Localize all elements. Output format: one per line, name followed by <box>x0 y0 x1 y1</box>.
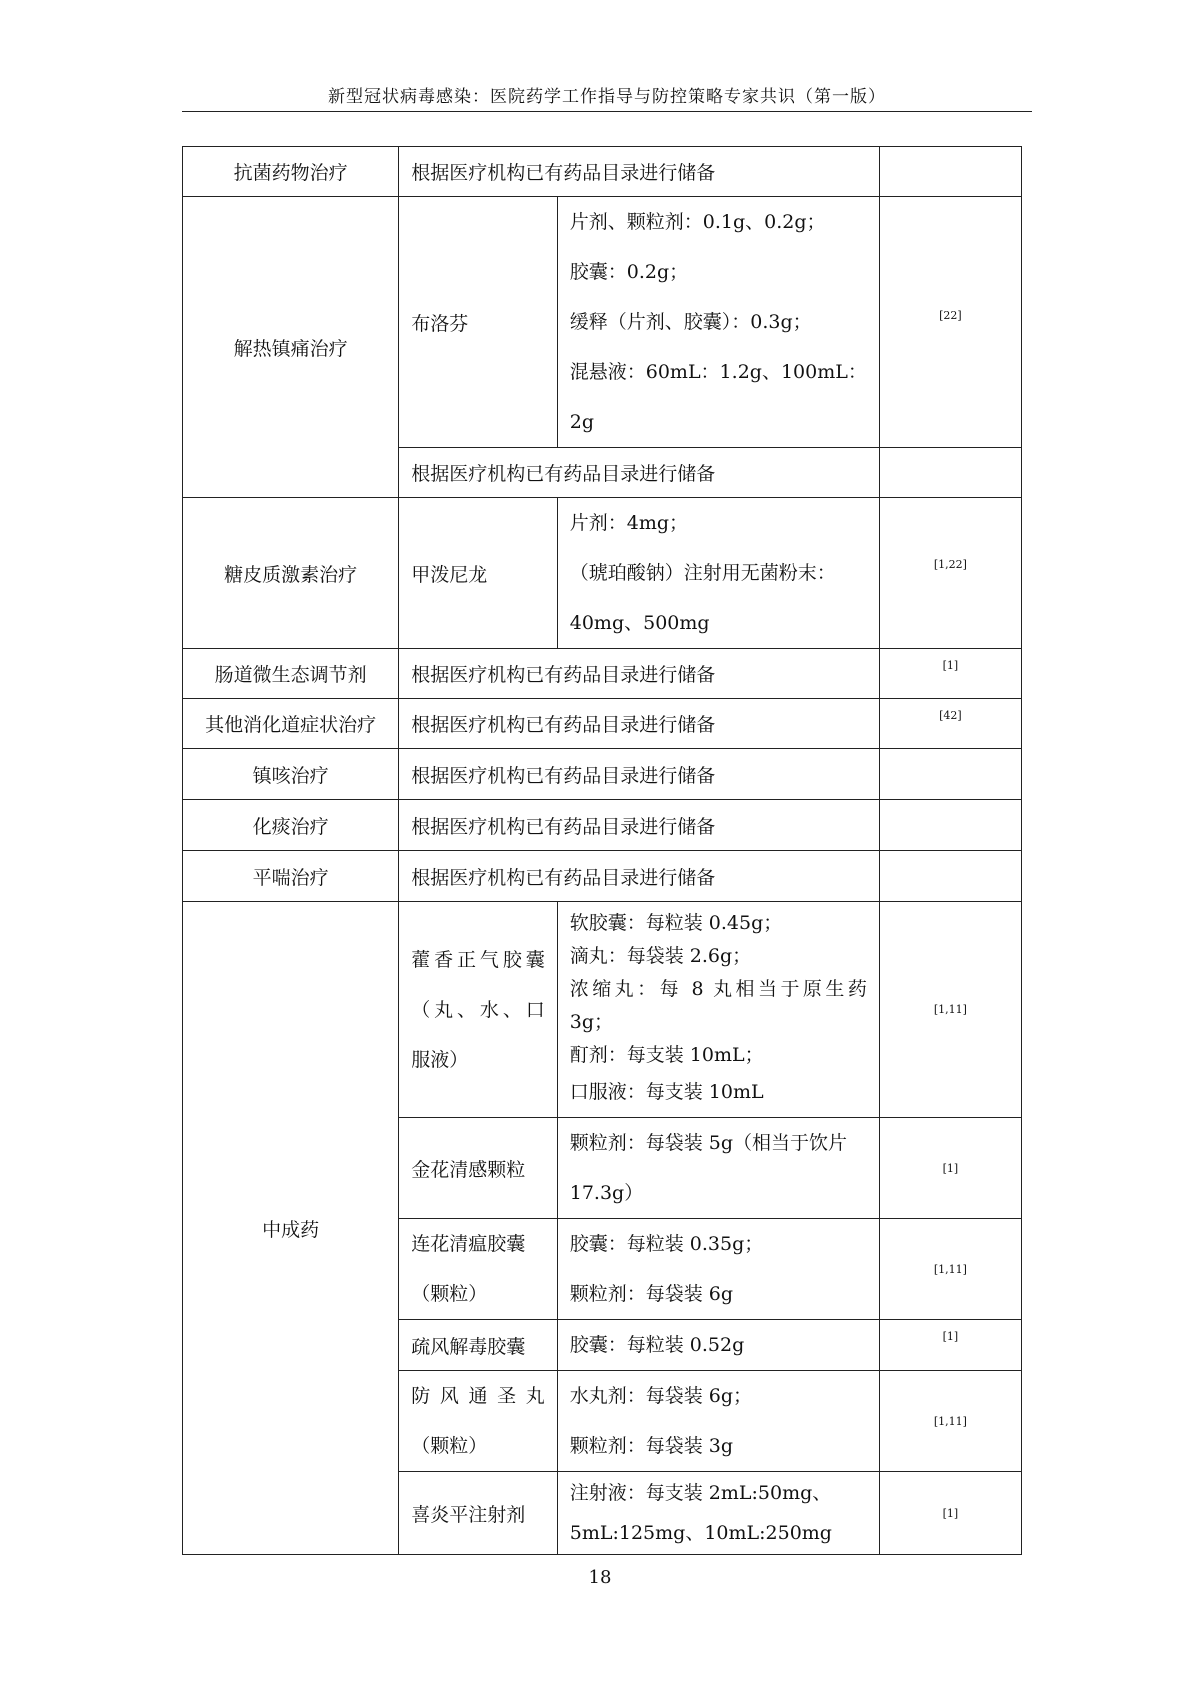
spec-line: 浓缩丸：每 8 丸相当于原生药 <box>569 978 867 1000</box>
spec-line: 胶囊：0.2g； <box>569 261 689 283</box>
running-header: 新型冠状病毒感染：医院药学工作指导与防控策略专家共识（第一版） <box>328 87 886 107</box>
drug-cell: 金花清感颗粒 <box>399 1118 558 1219</box>
spec-cell <box>557 1472 879 1555</box>
spec-line: 注射液：每支装 2mL:50mg、 <box>569 1482 832 1504</box>
reference-cell: [1] <box>879 1118 1021 1219</box>
spec-line: 40mg、500mg <box>569 612 710 634</box>
reference-cell <box>879 851 1021 902</box>
spec-cell <box>557 498 879 649</box>
header-rule <box>182 111 1032 112</box>
spec-line: 水丸剂：每袋装 6g； <box>569 1385 753 1407</box>
category-cell: 抗菌药物治疗 <box>183 147 399 197</box>
spec-line: 口服液：每支装 10mL <box>569 1081 764 1103</box>
reference-cell: [22] <box>879 197 1021 448</box>
spec-line: （琥珀酸钠）注射用无菌粉末： <box>569 562 836 584</box>
drug-cell: 根据医疗机构已有药品目录进行储备 <box>399 800 880 851</box>
spec-cell <box>557 1371 879 1472</box>
category-cell: 肠道微生态调节剂 <box>183 649 399 699</box>
reference-cell <box>879 448 1021 498</box>
drug-cell <box>399 1219 558 1320</box>
drug-name-line: （丸、水、口 <box>411 998 545 1021</box>
category-cell: 中成药 <box>183 902 399 1555</box>
spec-line: 片剂、颗粒剂：0.1g、0.2g； <box>569 211 826 233</box>
reference-cell: [1] <box>879 1320 1021 1371</box>
spec-cell <box>557 902 879 1118</box>
drug-cell: 根据医疗机构已有药品目录进行储备 <box>399 851 880 902</box>
reference-cell: [1,11] <box>879 1219 1021 1320</box>
spec-line: 胶囊：每粒装 0.52g <box>569 1334 745 1356</box>
reference-cell: [42] <box>879 699 1021 749</box>
category-cell: 糖皮质激素治疗 <box>183 498 399 649</box>
category-cell: 解热镇痛治疗 <box>183 197 399 498</box>
spec-line: 酊剂：每支装 10mL； <box>569 1044 764 1066</box>
drug-cell <box>399 902 558 1118</box>
page-number: 18 <box>588 1567 612 1588</box>
spec-line: 颗粒剂：每袋装 3g <box>569 1435 734 1457</box>
reference-cell: [1] <box>879 649 1021 699</box>
table-row <box>183 649 1022 699</box>
table-row <box>183 851 1022 902</box>
drug-cell <box>399 1371 558 1472</box>
spec-cell <box>557 1320 879 1371</box>
drug-name-line: 藿香正气胶囊 <box>411 948 545 971</box>
table-row <box>183 902 1022 1118</box>
table-row <box>183 498 1022 649</box>
spec-line: 胶囊：每粒装 0.35g； <box>569 1233 764 1255</box>
drug-reserve-table <box>182 146 1022 1555</box>
drug-cell: 根据医疗机构已有药品目录进行储备 <box>399 147 880 197</box>
spec-line: 缓释（片剂、胶囊）：0.3g； <box>569 311 812 333</box>
table-row <box>183 147 1022 197</box>
table-row <box>183 800 1022 851</box>
category-cell: 化痰治疗 <box>183 800 399 851</box>
category-cell: 其他消化道症状治疗 <box>183 699 399 749</box>
spec-line: 17.3g） <box>569 1182 644 1204</box>
drug-name-line: 服液） <box>411 1048 469 1071</box>
drug-name-line: （颗粒） <box>411 1283 488 1305</box>
drug-name-line: 防风通圣丸 <box>411 1385 545 1407</box>
drug-cell: 喜炎平注射剂 <box>399 1472 558 1555</box>
reference-cell <box>879 800 1021 851</box>
drug-name-line: 连花清瘟胶囊 <box>411 1233 526 1255</box>
spec-line: 颗粒剂：每袋装 5g（相当于饮片 <box>569 1132 848 1154</box>
spec-line: 5mL:125mg、10mL:250mg <box>569 1522 832 1544</box>
drug-cell: 根据医疗机构已有药品目录进行储备 <box>399 749 880 800</box>
table-row <box>183 197 1022 448</box>
drug-name-line: （颗粒） <box>411 1435 488 1457</box>
reference-cell <box>879 749 1021 800</box>
spec-line: 2g <box>569 411 595 433</box>
drug-cell: 疏风解毒胶囊 <box>399 1320 558 1371</box>
reference-cell: [1,11] <box>879 1371 1021 1472</box>
drug-cell: 根据医疗机构已有药品目录进行储备 <box>399 649 880 699</box>
category-cell: 镇咳治疗 <box>183 749 399 800</box>
table-row <box>183 749 1022 800</box>
spec-line: 滴丸：每袋装 2.6g； <box>569 945 752 967</box>
drug-cell: 甲泼尼龙 <box>399 498 558 649</box>
reference-cell: [1,22] <box>879 498 1021 649</box>
category-cell: 平喘治疗 <box>183 851 399 902</box>
spec-cell <box>557 197 879 448</box>
spec-cell <box>557 1118 879 1219</box>
spec-line: 3g； <box>569 1011 614 1033</box>
spec-line: 颗粒剂：每袋装 6g <box>569 1283 734 1305</box>
drug-cell: 布洛芬 <box>399 197 558 448</box>
drug-cell: 根据医疗机构已有药品目录进行储备 <box>399 448 880 498</box>
reference-cell <box>879 147 1021 197</box>
drug-cell: 根据医疗机构已有药品目录进行储备 <box>399 699 880 749</box>
table-row <box>183 699 1022 749</box>
reference-cell: [1,11] <box>879 902 1021 1118</box>
spec-line: 片剂：4mg； <box>569 512 689 534</box>
reference-cell: [1] <box>879 1472 1021 1555</box>
spec-cell <box>557 1219 879 1320</box>
spec-line: 混悬液：60mL：1.2g、100mL： <box>569 361 867 383</box>
spec-line: 软胶囊：每粒装 0.45g； <box>569 912 783 934</box>
